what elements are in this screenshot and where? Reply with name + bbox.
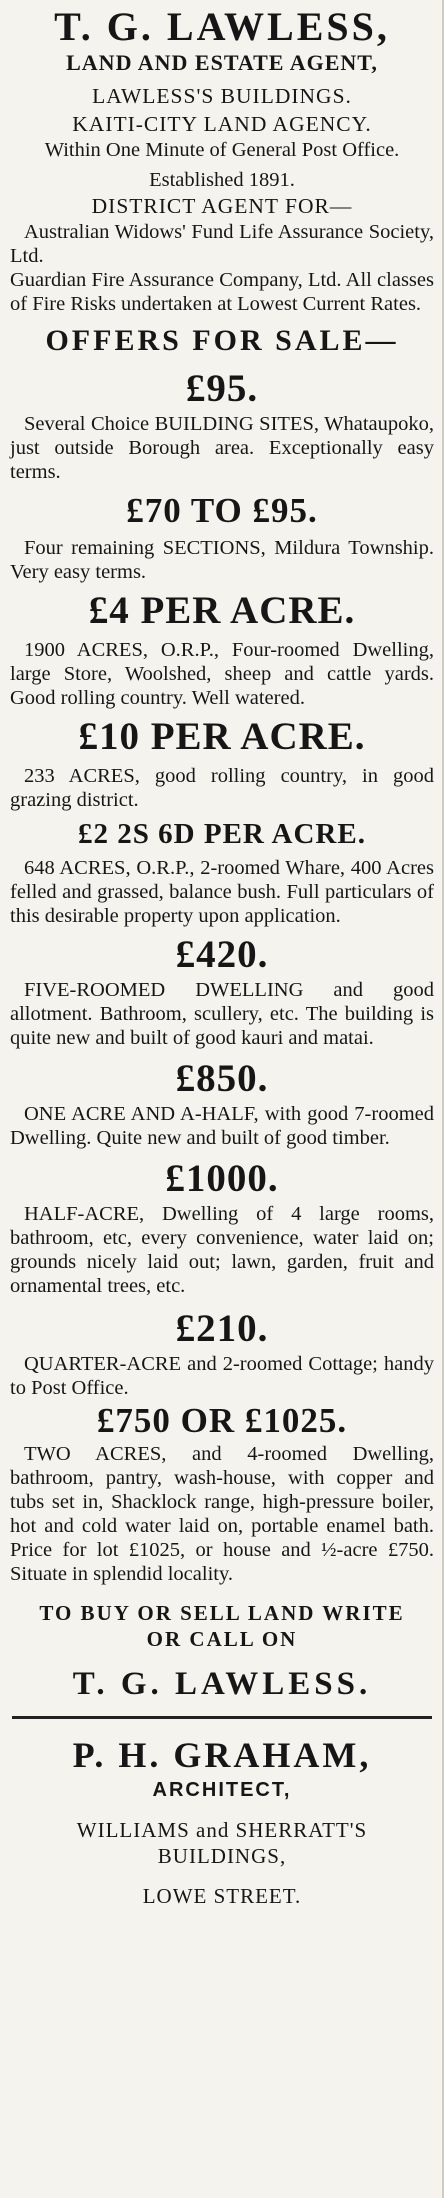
listing-price: £2 2S 6D PER ACRE. [78,818,366,850]
listing-description: ONE ACRE AND A-HALF, with good 7-roomed Dwelling. Quite new and built of good timber. [10,1103,434,1149]
advertiser-buildings: LAWLESS'S BUILDINGS. [92,84,352,108]
listing-description: 1900 ACRES, O.R.P., Four-roomed Dwelling, large Store, Woolshed, sheep and cattle yards. Good rolling country. Well watered. [10,639,434,709]
architect-name: P. H. GRAHAM, [72,1735,372,1775]
listing-price: £750 OR £1025. [96,1401,348,1440]
architect-address-1: WILLIAMS and SHERRATT'S [76,1818,368,1842]
listing-description: Several Choice BUILDING SITES, Whataupoko, just outside Borough area. Exceptionally easy terms. [10,413,434,483]
listing-price: £1000. [165,1157,279,1200]
advertiser-title: LAND AND ESTATE AGENT, [66,50,378,75]
district-agent-heading: DISTRICT AGENT FOR— [91,194,353,218]
listing-description: HALF-ACRE, Dwelling of 4 large rooms, bathroom, etc, every convenience, water laid on; grounds nicely laid out; lawn, garden, fruit and ornamental trees, etc. [10,1203,434,1297]
agency-location: Within One Minute of General Post Office. [44,139,400,161]
listing-price: £420. [175,933,269,976]
listing-description: 233 ACRES, good rolling country, in good grazing district. [10,765,434,811]
listing-price: £70 TO £95. [126,491,318,530]
listing-price: £10 PER ACRE. [78,715,366,758]
established-year: Established 1891. [149,169,295,191]
listing-description: Four remaining SECTIONS, Mildura Township. Very easy terms. [10,537,434,583]
agency-line-1: Australian Widows' Fund Life Assurance Society, Ltd. [10,221,434,267]
listing-price: £4 PER ACRE. [88,589,356,632]
closing-line-2: OR CALL ON [146,1627,298,1651]
architect-street: LOWE STREET. [142,1884,302,1908]
offers-heading: OFFERS FOR SALE— [45,324,399,357]
closing-advertiser-name: T. G. LAWLESS. [72,1666,372,1702]
listing-description: FIVE-ROOMED DWELLING and good allotment. Bathroom, scullery, etc. The building is quite new and built of good kauri and matai. [10,979,434,1049]
lawless-advertisement [10,4,434,1706]
agency-name: KAITI-CITY LAND AGENCY. [72,112,372,136]
architect-title: ARCHITECT, [152,1779,292,1801]
agency-line-2: Guardian Fire Assurance Company, Ltd. All classes of Fire Risks undertaken at Lowest Current Rates. [10,269,434,315]
listing-price: £850. [175,1057,269,1100]
section-divider [12,1716,432,1719]
listing-description: TWO ACRES, and 4-roomed Dwelling, bathroom, pantry, wash-house, with copper and tubs set in, Shacklock range, high-pressure boiler, hot and cold water laid on, portable enamel bath. Price for lot £1025, or house and ½-acre £750. Situate in splendid locality. [10,1443,434,1585]
graham-advertisement [10,1733,434,1909]
listing-price: £210. [175,1307,269,1350]
listing-price: £95. [185,367,259,410]
listing-description: 648 ACRES, O.R.P., 2-roomed Whare, 400 Acres felled and grassed, balance bush. Full particulars of this desirable property upon application. [10,857,434,927]
listing-description: QUARTER-ACRE and 2-roomed Cottage; handy to Post Office. [10,1353,434,1399]
closing-line-1: TO BUY OR SELL LAND WRITE [39,1601,405,1625]
architect-address-2: BUILDINGS, [157,1844,287,1868]
advertiser-name: T. G. LAWLESS, [54,4,390,49]
